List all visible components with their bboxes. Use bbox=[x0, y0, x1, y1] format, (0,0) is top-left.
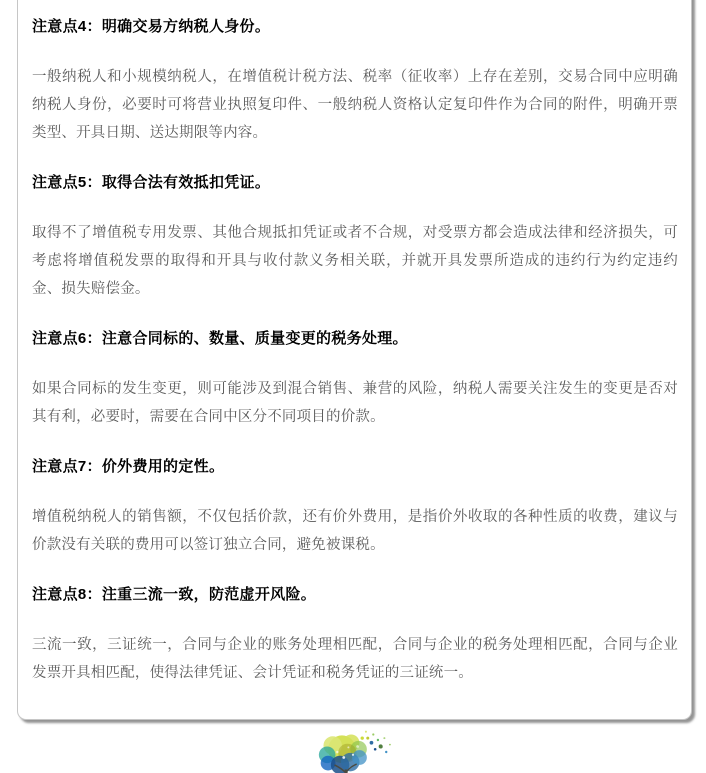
section-note-4 bbox=[32, 17, 678, 147]
section-note-5 bbox=[32, 173, 678, 303]
section-body: 三流一致，三证统一，合同与企业的账务处理相匹配，合同与企业的税务处理相匹配，合同与企业发票开具相匹配，使得法律凭证、会计凭证和税务凭证的三证统一。 bbox=[32, 637, 678, 681]
article-card bbox=[17, 0, 692, 720]
section-heading: 注意点4：明确交易方纳税人身份。 bbox=[32, 18, 271, 35]
section-note-6 bbox=[32, 329, 678, 431]
section-body: 增值税纳税人的销售额，不仅包括价款，还有价外费用，是指价外收取的各种性质的收费，建议与价款没有关联的费用可以签订独立合同，避免被课税。 bbox=[32, 509, 678, 553]
section-note-8 bbox=[32, 585, 678, 687]
section-note-7 bbox=[32, 457, 678, 559]
section-body: 如果合同标的发生变更，则可能涉及到混合销售、兼营的风险，纳税人需要关注发生的变更是否对其有利，必要时，需要在合同中区分不同项目的价款。 bbox=[32, 381, 678, 425]
section-heading: 注意点7：价外费用的定性。 bbox=[32, 458, 225, 475]
section-body: 一般纳税人和小规模纳税人，在增值税计税方法、税率（征收率）上存在差别，交易合同中应明确纳税人身份，必要时可将营业执照复印件、一般纳税人资格认定复印件作为合同的附件，明确开票类型、开具日期、送达期限等内容。 bbox=[32, 69, 678, 141]
watercolor-tree-icon bbox=[306, 728, 400, 773]
section-heading: 注意点5：取得合法有效抵扣凭证。 bbox=[32, 174, 271, 191]
section-heading: 注意点8：注重三流一致，防范虚开风险。 bbox=[32, 586, 317, 603]
section-heading: 注意点6：注意合同标的、数量、质量变更的税务处理。 bbox=[32, 330, 408, 347]
section-body: 取得不了增值税专用发票、其他合规抵扣凭证或者不合规，对受票方都会造成法律和经济损失，可考虑将增值税发票的取得和开具与收付款义务相关联，并就开具发票所造成的违约行为约定违约金、损失赔偿金。 bbox=[32, 225, 678, 297]
footer-decoration bbox=[0, 728, 706, 773]
